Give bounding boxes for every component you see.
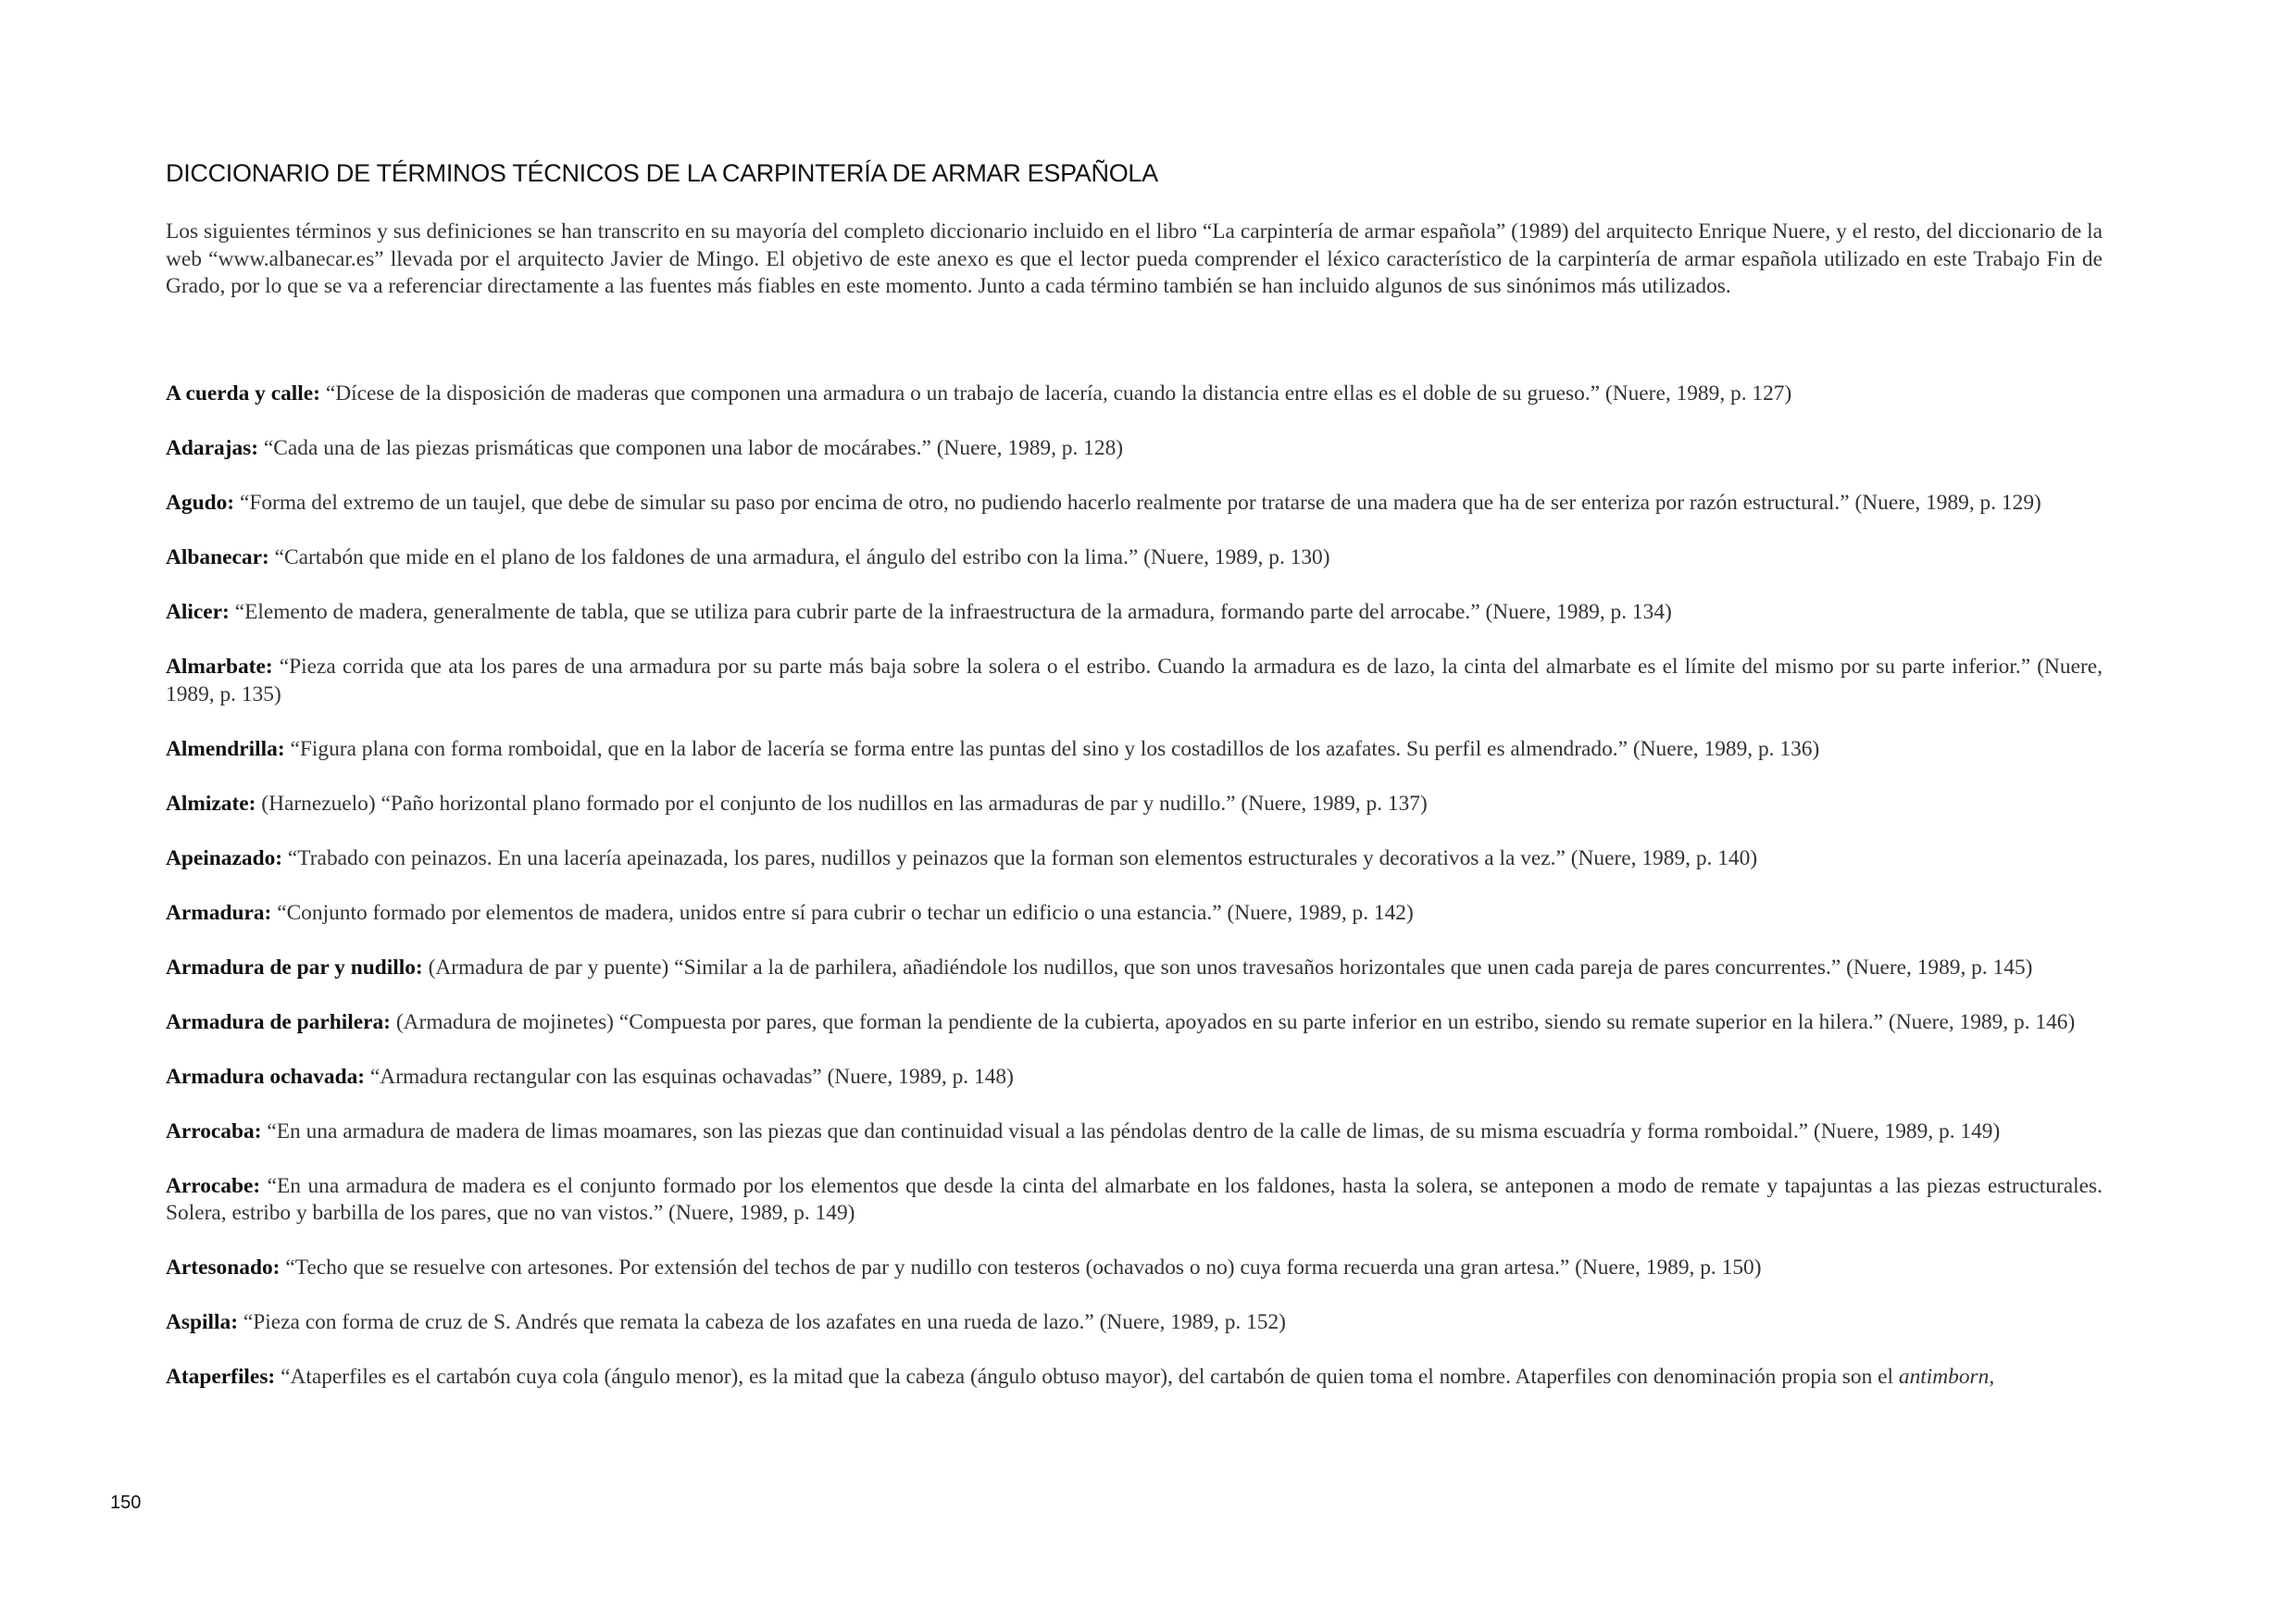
entry-definition: “Forma del extremo de un taujel, que debe de simular su paso por encima de otro, no pudiendo hacerlo realmente por tratarse de una madera que ha de ser enteriza por razón estructural.” (Nuere, 1989, p. 129) <box>239 491 2041 515</box>
entry-term: Ataperfiles: <box>166 1365 276 1389</box>
entry-definition: “Trabado con peinazos. En una lacería apeinazada, los pares, nudillos y peinazos que la forman son elementos estructurales y decorativos a la vez.” (Nuere, 1989, p. 140) <box>287 845 1758 870</box>
entry-definition: “Armadura rectangular con las esquinas ochavadas” (Nuere, 1989, p. 148) <box>369 1064 1014 1089</box>
entry-term: Albanecar: <box>166 545 269 569</box>
entry-term: Armadura ochavada: <box>166 1064 366 1089</box>
entry-definition <box>281 1365 1994 1389</box>
entry-term: Adarajas: <box>166 436 259 460</box>
entry-term: Artesonado: <box>166 1255 281 1280</box>
glossary-entry <box>166 1173 2103 1228</box>
glossary-entry <box>166 1364 2103 1392</box>
glossary-entry <box>166 791 2103 818</box>
glossary-entry <box>166 845 2103 873</box>
glossary-entries <box>166 381 2103 1418</box>
entry-definition: “Dícese de la disposición de maderas que componen una armadura o un trabajo de lacería, cuando la distancia entre ellas es el doble de su grueso.” (Nuere, 1989, p. 127) <box>325 381 1792 406</box>
entry-definition: “Elemento de madera, generalmente de tabla, que se utiliza para cubrir parte de la infraestructura de la armadura, formando parte del arrocabe.” (Nuere, 1989, p. 134) <box>234 600 1672 624</box>
entry-definition: “En una armadura de madera de limas moamares, son las piezas que dan continuidad visual a las péndolas dentro de la calle de limas, de su misma escuadría y forma romboidal.” (Nuere, 1989, p. 149) <box>267 1118 2001 1143</box>
entry-term: Almarbate: <box>166 655 273 679</box>
glossary-entry <box>166 1009 2103 1037</box>
page-title: DICCIONARIO DE TÉRMINOS TÉCNICOS DE LA CARPINTERÍA DE ARMAR ESPAÑOLA <box>166 159 1158 187</box>
entry-definition: “Cartabón que mide en el plano de los faldones de una armadura, el ángulo del estribo con la lima.” (Nuere, 1989, p. 130) <box>274 545 1330 569</box>
entry-term: Almizate: <box>166 791 256 816</box>
glossary-entry <box>166 900 2103 928</box>
glossary-entry <box>166 736 2103 764</box>
entry-term: Armadura de parhilera: <box>166 1009 391 1034</box>
glossary-entry <box>166 381 2103 408</box>
entry-term: Armadura de par y nudillo: <box>166 955 423 980</box>
entry-term: Agudo: <box>166 491 235 515</box>
entry-definition: “Conjunto formado por elementos de madera, unidos entre sí para cubrir o techar un edificio o una estancia.” (Nuere, 1989, p. 142) <box>277 900 1414 925</box>
entry-term: Armadura: <box>166 900 272 925</box>
entry-term: Aspilla: <box>166 1310 238 1334</box>
entry-term: A cuerda y calle: <box>166 381 320 406</box>
entry-definition-italic: antimborn, <box>1898 1365 1995 1389</box>
entry-definition-text: “Ataperfiles es el cartabón cuya cola (ángulo menor), es la mitad que la cabeza (ángulo obtuso mayor), del cartabón de quien toma el nombre. Ataperfiles con denominación propia son el <box>281 1365 1894 1389</box>
intro-paragraph: Los siguientes términos y sus definiciones se han transcrito en su mayoría del completo diccionario incluido en el libro “La carpintería de armar española” (1989) del arquitecto Enrique Nuere, y el resto, del diccionario de la web “www.albanecar.es” llevada por el arquitecto Javier de Mingo. El objetivo de este anexo es que el lector pueda comprender el léxico característico de la carpintería de armar española utilizado en este Trabajo Fin de Grado, por lo que se va a referenciar directamente a las fuentes más fiables en este momento. Junto a cada término también se han incluido algunos de sus sinónimos más utilizados. <box>166 219 2103 298</box>
glossary-entry <box>166 955 2103 982</box>
glossary-entry <box>166 1118 2103 1146</box>
glossary-entry <box>166 490 2103 518</box>
entry-definition: “Pieza con forma de cruz de S. Andrés que remata la cabeza de los azafates en una rueda de lazo.” (Nuere, 1989, p. 152) <box>243 1310 1286 1334</box>
glossary-entry <box>166 1309 2103 1337</box>
glossary-entry <box>166 435 2103 463</box>
entry-definition: (Harnezuelo) “Paño horizontal plano formado por el conjunto de los nudillos en las armaduras de par y nudillo.” (Nuere, 1989, p. 137) <box>261 791 1428 816</box>
entry-definition: (Armadura de mojinetes) “Compuesta por pares, que forman la pendiente de la cubierta, apoyados en su parte inferior en un estribo, siendo su remate superior en la hilera.” (Nuere, 1989, p. 146) <box>395 1009 2076 1034</box>
entry-term: Almendrilla: <box>166 736 285 761</box>
glossary-entry <box>166 544 2103 572</box>
entry-term: Alicer: <box>166 600 230 624</box>
entry-definition: “Cada una de las piezas prismáticas que componen una labor de mocárabes.” (Nuere, 1989, p. 128) <box>263 436 1124 460</box>
glossary-entry <box>166 1064 2103 1092</box>
entry-definition: “En una armadura de madera es el conjunto formado por los elementos que desde la cinta del almarbate en los faldones, hasta la solera, se anteponen a modo de remate y tapajuntas a las piezas estructurales. Solera, estribo y barbilla de los pares, que no van vistos.” (Nuere, 1989, p. 149) <box>166 1173 2103 1225</box>
entry-definition: “Figura plana con forma romboidal, que en la labor de lacería se forma entre las puntas del sino y los costadillos de los azafates. Su perfil es almendrado.” (Nuere, 1989, p. 136) <box>290 736 1820 761</box>
entry-term: Arrocaba: <box>166 1118 262 1143</box>
page-number: 150 <box>110 1493 142 1513</box>
glossary-entry <box>166 1255 2103 1282</box>
entry-term: Arrocabe: <box>166 1173 261 1198</box>
entry-definition: “Techo que se resuelve con artesones. Por extensión del techos de par y nudillo con testeros (ochavados o no) cuya forma recuerda una gran artesa.” (Nuere, 1989, p. 150) <box>285 1255 1762 1280</box>
entry-term: Apeinazado: <box>166 845 283 870</box>
glossary-entry <box>166 654 2103 708</box>
glossary-entry <box>166 599 2103 627</box>
entry-definition: (Armadura de par y puente) “Similar a la de parhilera, añadiéndole los nudillos, que son unos travesaños horizontales que unen cada pareja de pares concurrentes.” (Nuere, 1989, p. 145) <box>428 955 2033 980</box>
entry-definition: “Pieza corrida que ata los pares de una armadura por su parte más baja sobre la solera o el estribo. Cuando la armadura es de lazo, la cinta del almarbate es el límite del mismo por su parte inferior.” (Nuere, 1989, p. 135) <box>166 655 2103 706</box>
